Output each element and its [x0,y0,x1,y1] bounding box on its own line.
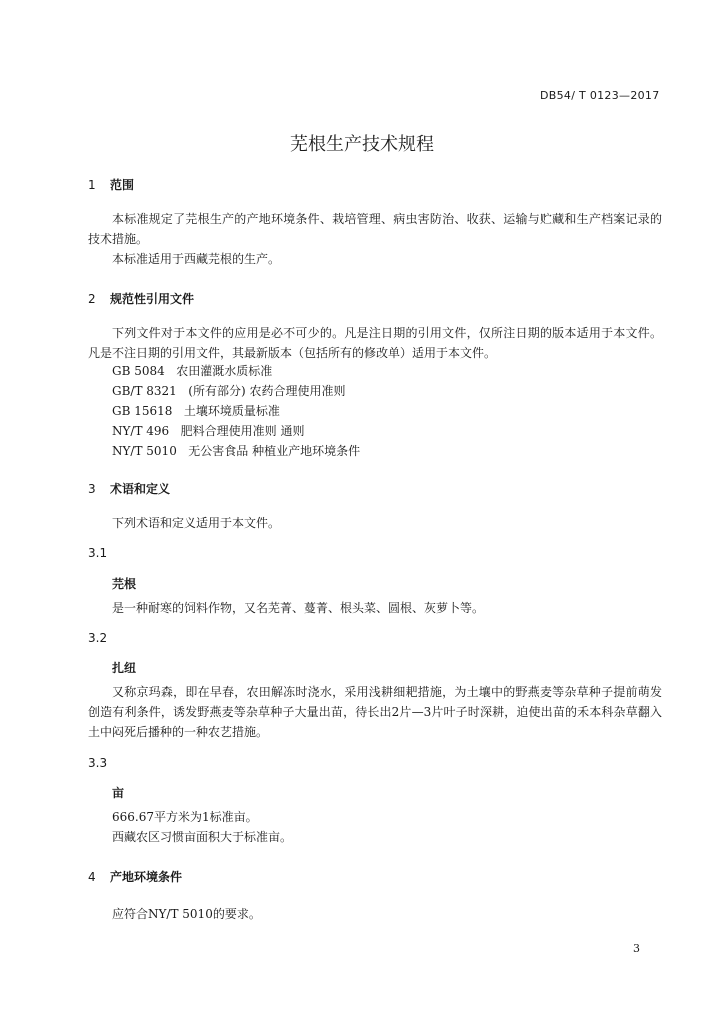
standard-code: DB54/ T 0123—2017 [540,89,660,102]
reference-item [112,401,280,421]
section-2-intro: 下列文件对于本文件的应用是必不可少的。凡是注日期的引用文件，仅所注日期的版本适用于本文件。凡是不注日期的引用文件，其最新版本（包括所有的修改单）适用于本文件。 [88,326,662,360]
section-title: 范围 [110,178,135,192]
term-number: 3.3 [88,756,108,770]
section-4-text: 应符合NY/T 5010的要求。 [112,907,261,921]
reference-title: 土壤环境质量标准 [183,404,280,418]
section-number: 4 [88,870,96,884]
reference-code: GB 5084 [112,364,165,378]
reference-code: NY/T 496 [112,424,170,438]
reference-item [112,381,345,401]
reference-code: GB/T 8321 [112,384,177,398]
reference-code: NY/T 5010 [112,444,177,458]
term-name: 扎纽 [112,661,137,675]
section-number: 1 [88,178,96,192]
section-1-heading [88,176,134,193]
reference-item [112,421,304,441]
section-title: 产地环境条件 [110,870,183,884]
term-definition: 又称京玛森，即在早春，农田解冻时浇水，采用浅耕细耙措施，为土壤中的野燕麦等杂草种子提前萌发创造有利条件，诱发野燕麦等杂草种子大量出苗，待长出2片—3片叶子时深耕，迫使出苗的禾本科杂草翻入土中闷死后播种的一种农艺措施。 [88,685,662,739]
term-definition-line: 西藏农区习惯亩面积大于标准亩。 [112,830,293,844]
reference-code: GB 15618 [112,404,173,418]
section-title: 术语和定义 [110,482,171,496]
reference-item [112,361,272,381]
term-name: 芫根 [112,577,137,591]
document-title: 芜根生产技术规程 [290,134,434,155]
section-title: 规范性引用文件 [110,292,195,306]
section-2-heading [88,290,194,307]
term-number: 3.1 [88,546,108,560]
section-1-paragraph-2: 本标准适用于西藏芫根的生产。 [112,252,281,266]
page-number: 3 [633,942,640,955]
section-3-intro: 下列术语和定义适用于本文件。 [112,516,281,530]
term-name: 亩 [112,786,125,800]
reference-title: (所有部分) 农药合理使用准则 [188,384,346,398]
section-3-heading [88,480,170,497]
section-4-heading [88,868,182,885]
term-definition: 是一种耐寒的饲料作物，又名芜菁、蔓菁、根头菜、圆根、灰萝卜等。 [112,601,485,615]
section-number: 3 [88,482,96,496]
term-definition-line: 666.67平方米为1标准亩。 [112,810,258,824]
section-1-paragraph-1: 本标准规定了芫根生产的产地环境条件、栽培管理、病虫害防治、收获、运输与贮藏和生产档案记录的技术措施。 [88,212,662,246]
section-number: 2 [88,292,96,306]
reference-title: 肥料合理使用准则 通则 [180,424,305,438]
term-number: 3.2 [88,631,108,645]
reference-title: 无公害食品 种植业产地环境条件 [188,444,361,458]
reference-item [112,441,360,461]
reference-title: 农田灌溉水质标准 [176,364,273,378]
